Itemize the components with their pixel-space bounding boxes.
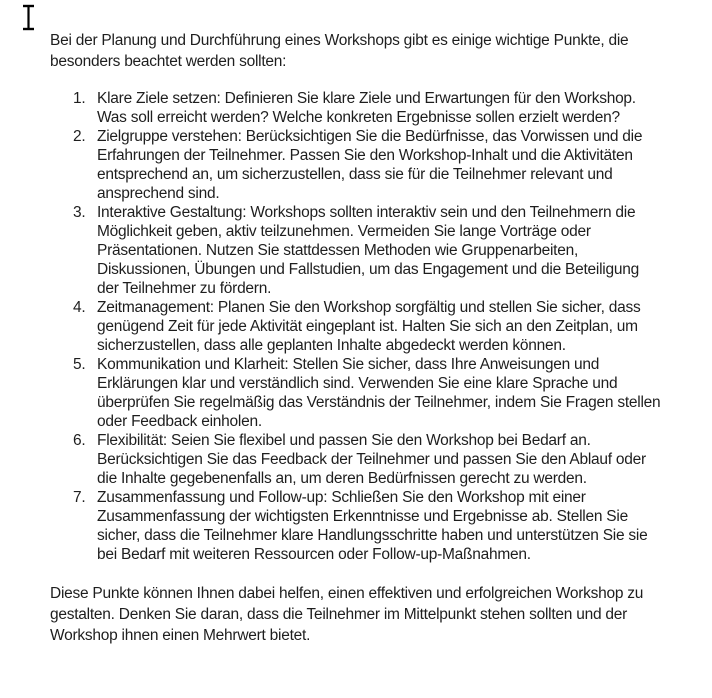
list-item (50, 127, 663, 203)
list-item-text: Klare Ziele setzen: Definieren Sie klare Ziele und Erwartungen für den Workshop. Was soll erreicht werden? Welche konkreten Ergebnisse sollen erzielt werden? (97, 90, 636, 126)
list-item-text: Kommunikation und Klarheit: Stellen Sie sicher, dass Ihre Anweisungen und Erklärungen klar und verständlich sind. Verwenden Sie eine klare Sprache und überprüfen Sie regelmäßig das Verständnis der Teilnehmer, indem Sie Fragen stellen oder Feedback einholen. (97, 356, 661, 430)
list-item-number: 3. (73, 204, 86, 221)
list-item-text: Flexibilität: Seien Sie flexibel und passen Sie den Workshop bei Bedarf an. Berücksichtigen Sie das Feedback der Teilnehmer und passen Sie den Ablauf oder die Inhalte gegebenenfalls an, um deren Bedürfnissen gerecht zu werden. (97, 432, 646, 487)
text-ibeam-cursor-icon (21, 4, 36, 31)
list-item (50, 203, 663, 298)
list-item (50, 431, 663, 488)
list-item-number: 4. (73, 299, 86, 316)
outro-paragraph: Diese Punkte können Ihnen dabei helfen, einen effektiven und erfolgreichen Workshop zu gestalten. Denken Sie daran, dass die Teilnehmer im Mittelpunkt stehen sollten und der Workshop ihnen einen Mehrwert bietet. (50, 585, 644, 644)
list-item-number: 1. (73, 90, 86, 107)
list-item-number: 5. (73, 356, 86, 373)
list-item-number: 2. (73, 128, 86, 145)
list-item (50, 89, 663, 127)
intro-paragraph: Bei der Planung und Durchführung eines Workshops gibt es einige wichtige Punkte, die besonders beachtet werden sollten: (50, 32, 629, 70)
list-item-text: Zielgruppe verstehen: Berücksichtigen Sie die Bedürfnisse, das Vorwissen und die Erfahrungen der Teilnehmer. Passen Sie den Workshop-Inhalt und die Aktivitäten entsprechend an, um sicherzustellen, dass sie für die Teilnehmer relevant und ansprechend sind. (97, 128, 643, 202)
list-item-text: Zusammenfassung und Follow-up: Schließen Sie den Workshop mit einer Zusammenfassung der wichtigsten Erkenntnisse und Ergebnisse ab. Stellen Sie sicher, dass die Teilnehmer klare Handlungsschritte haben und unterstützen Sie sie bei Bedarf mit weiteren Ressourcen oder Follow-up-Maßnahmen. (97, 489, 648, 563)
list-item-number: 6. (73, 432, 86, 449)
list-item-text: Interaktive Gestaltung: Workshops sollten interaktiv sein und den Teilnehmern die Möglichkeit geben, aktiv teilzunehmen. Vermeiden Sie lange Vorträge oder Präsentationen. Nutzen Sie stattdessen Methoden wie Gruppenarbeiten, Diskussionen, Übungen und Fallstudien, um das Engagement und die Beteiligung der Teilnehmer zu fördern. (97, 204, 639, 297)
list-item (50, 355, 663, 431)
list-item-number: 7. (73, 489, 86, 506)
list-item (50, 488, 663, 564)
list-item-text: Zeitmanagement: Planen Sie den Workshop sorgfältig und stellen Sie sicher, dass genügend Zeit für jede Aktivität eingeplant ist. Halten Sie sich an den Zeitplan, um sicherzustellen, dass alle geplanten Inhalte abgedeckt werden können. (97, 299, 641, 354)
list-item (50, 298, 663, 355)
text-content-area[interactable] (50, 30, 663, 646)
numbered-list (50, 89, 663, 564)
